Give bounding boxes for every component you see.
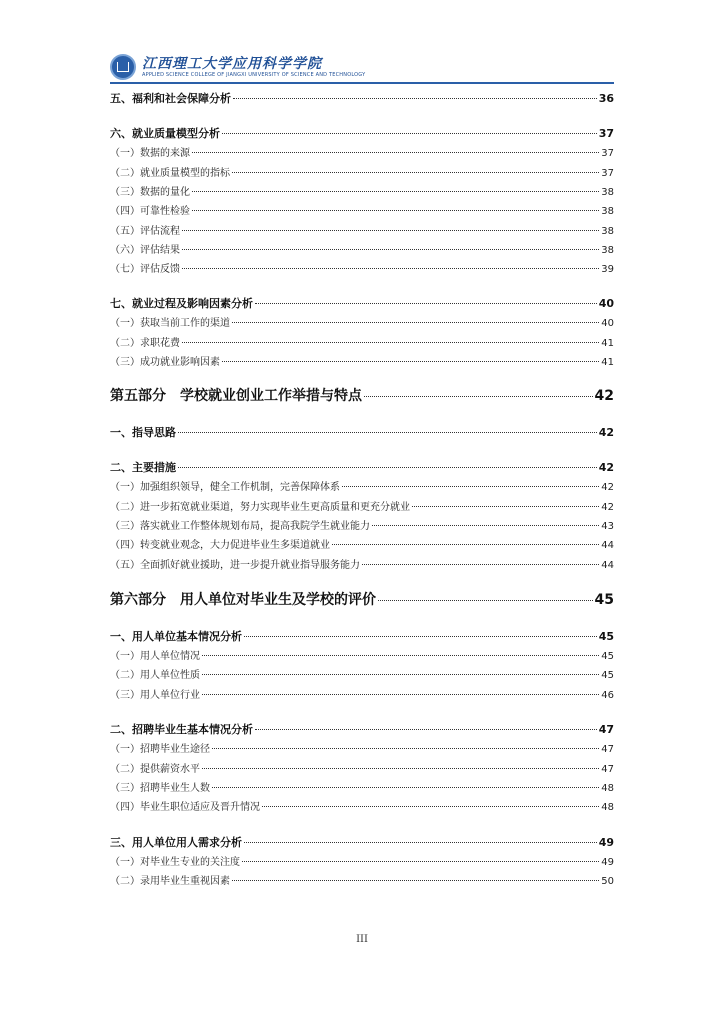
toc-entry[interactable] (110, 222, 614, 237)
dot-leader (233, 98, 597, 99)
dot-leader (192, 191, 599, 192)
toc-entry-title: 一、指导思路 (110, 426, 176, 439)
toc-entry[interactable] (110, 144, 614, 159)
toc-entry-page: 37 (598, 127, 614, 140)
toc-entry-title: （二）求职花费 (110, 338, 180, 349)
dot-leader (378, 600, 593, 601)
toc-entry-title: 五、福利和社会保障分析 (110, 92, 231, 105)
dot-leader (242, 861, 599, 862)
dot-leader (372, 525, 599, 526)
dot-leader (178, 467, 597, 468)
toc-entry[interactable] (110, 385, 614, 405)
toc-entry-title: （一）用人单位情况 (110, 651, 200, 662)
toc-entry-title: （一）招聘毕业生途径 (110, 744, 210, 755)
toc-entry[interactable] (110, 90, 614, 106)
toc-entry-title: （六）评估结果 (110, 245, 180, 256)
toc-entry-page: 36 (598, 92, 614, 105)
toc-entry-title: 七、就业过程及影响因素分析 (110, 297, 253, 310)
toc-entry[interactable] (110, 721, 614, 737)
toc-entry[interactable] (110, 647, 614, 662)
toc-entry-title: 第六部分 用人单位对毕业生及学校的评价 (110, 592, 376, 608)
toc-entry[interactable] (110, 798, 614, 813)
toc-entry-title: （三）用人单位行业 (110, 690, 200, 701)
dot-leader (182, 230, 599, 231)
dot-leader (332, 544, 599, 545)
dot-leader (232, 322, 599, 323)
toc-entry-title: （五）全面抓好就业援助，进一步提升就业指导服务能力 (110, 560, 360, 571)
toc-entry[interactable] (110, 478, 614, 493)
toc-entry-title: （二）就业质量模型的指标 (110, 168, 230, 179)
toc-entry[interactable] (110, 125, 614, 141)
dot-leader (192, 152, 599, 153)
toc-entry-page: 45 (598, 630, 614, 643)
toc-entry[interactable] (110, 183, 614, 198)
toc-entry-page: 50 (601, 876, 614, 887)
dot-leader (202, 674, 599, 675)
dot-leader (244, 636, 597, 637)
university-seal-icon (110, 54, 136, 80)
toc-entry[interactable] (110, 498, 614, 513)
toc-entry-page: 45 (594, 592, 614, 608)
toc-entry-page: 42 (598, 461, 614, 474)
toc-entry-page: 44 (601, 560, 614, 571)
dot-leader (212, 787, 599, 788)
toc-entry-page: 44 (601, 540, 614, 551)
dot-leader (182, 249, 599, 250)
dot-leader (412, 506, 599, 507)
dot-leader (178, 432, 597, 433)
toc-entry[interactable] (110, 164, 614, 179)
header-logo (110, 52, 365, 82)
toc-entry[interactable] (110, 536, 614, 551)
toc-entry-title: 二、主要措施 (110, 461, 176, 474)
toc-entry-page: 43 (601, 521, 614, 532)
dot-leader (362, 564, 599, 565)
toc-entry[interactable] (110, 241, 614, 256)
toc-entry-page: 46 (601, 690, 614, 701)
toc-entry-title: 三、用人单位用人需求分析 (110, 836, 242, 849)
toc-entry[interactable] (110, 295, 614, 311)
toc-entry-page: 42 (601, 502, 614, 513)
toc-entry-title: （二）提供薪资水平 (110, 764, 200, 775)
dot-leader (212, 748, 599, 749)
page-number: III (356, 934, 368, 945)
dot-leader (262, 806, 599, 807)
toc-entry-page: 41 (601, 357, 614, 368)
toc-entry-page: 42 (598, 426, 614, 439)
toc-entry-title: （二）录用毕业生重视因素 (110, 876, 230, 887)
toc-entry-page: 42 (601, 482, 614, 493)
toc-entry-title: 六、就业质量模型分析 (110, 127, 220, 140)
toc-entry[interactable] (110, 740, 614, 755)
toc-entry-title: （五）评估流程 (110, 226, 180, 237)
toc-entry[interactable] (110, 314, 614, 329)
dot-leader (232, 880, 599, 881)
toc-entry-page: 37 (601, 148, 614, 159)
header-rule (110, 82, 614, 84)
toc-entry[interactable] (110, 459, 614, 475)
toc-entry-title: （三）招聘毕业生人数 (110, 783, 210, 794)
dot-leader (342, 486, 599, 487)
dot-leader (255, 729, 597, 730)
toc-entry[interactable] (110, 853, 614, 868)
dot-leader (255, 303, 597, 304)
toc-entry[interactable] (110, 834, 614, 850)
toc-entry-title: （四）可靠性检验 (110, 206, 190, 217)
toc-entry[interactable] (110, 628, 614, 644)
toc-entry-page: 48 (601, 783, 614, 794)
toc-entry-page: 40 (598, 297, 614, 310)
toc-entry-title: （三）落实就业工作整体规划布局，提高我院学生就业能力 (110, 521, 370, 532)
dot-leader (232, 172, 599, 173)
toc-entry-title: （三）成功就业影响因素 (110, 357, 220, 368)
toc-entry-title: 一、用人单位基本情况分析 (110, 630, 242, 643)
toc-entry-page: 47 (598, 723, 614, 736)
toc-entry[interactable] (110, 334, 614, 349)
toc-entry-page: 40 (601, 318, 614, 329)
toc-entry[interactable] (110, 779, 614, 794)
toc-entry-page: 38 (601, 245, 614, 256)
toc-entry-page: 38 (601, 206, 614, 217)
dot-leader (222, 133, 597, 134)
toc-entry[interactable] (110, 202, 614, 217)
dot-leader (202, 768, 599, 769)
toc-entry[interactable] (110, 556, 614, 571)
toc-entry-page: 45 (601, 670, 614, 681)
toc-entry-page: 38 (601, 226, 614, 237)
toc-entry-title: （二）用人单位性质 (110, 670, 200, 681)
toc-entry-title: （四）转变就业观念，大力促进毕业生多渠道就业 (110, 540, 330, 551)
toc-entry-title: （一）获取当前工作的渠道 (110, 318, 230, 329)
toc-entry[interactable] (110, 686, 614, 701)
toc-entry-title: （二）进一步拓宽就业渠道，努力实现毕业生更高质量和更充分就业 (110, 502, 410, 513)
toc-entry-page: 48 (601, 802, 614, 813)
dot-leader (222, 361, 599, 362)
logo-chinese-name: 江西理工大学应用科学学院 (142, 55, 322, 72)
toc-entry[interactable] (110, 666, 614, 681)
toc-entry-page: 42 (594, 388, 614, 404)
toc-entry-page: 41 (601, 338, 614, 349)
toc-entry-title: （七）评估反馈 (110, 264, 180, 275)
toc-entry[interactable] (110, 760, 614, 775)
dot-leader (202, 694, 599, 695)
toc-entry-page: 49 (598, 836, 614, 849)
toc-entry-page: 38 (601, 187, 614, 198)
toc-entry-page: 37 (601, 168, 614, 179)
toc-entry-page: 49 (601, 857, 614, 868)
toc-entry-page: 47 (601, 744, 614, 755)
dot-leader (244, 842, 597, 843)
toc-entry[interactable] (110, 589, 614, 609)
toc-entry-title: （三）数据的量化 (110, 187, 190, 198)
toc-entry-title: （一）数据的来源 (110, 148, 190, 159)
toc-entry-title: 第五部分 学校就业创业工作举措与特点 (110, 388, 362, 404)
toc-entry-page: 47 (601, 764, 614, 775)
toc-entry[interactable] (110, 353, 614, 368)
toc-entry-title: （一）加强组织领导，健全工作机制，完善保障体系 (110, 482, 340, 493)
toc-entry-title: （一）对毕业生专业的关注度 (110, 857, 240, 868)
dot-leader (182, 268, 599, 269)
dot-leader (364, 396, 593, 397)
toc-entry-page: 39 (601, 264, 614, 275)
logo-english-name: APPLIED SCIENCE COLLEGE OF JIANGXI UNIVERSITY OF SCIENCE AND TECHNOLOGY (142, 71, 366, 78)
logo-text (142, 56, 365, 79)
dot-leader (182, 342, 599, 343)
toc-entry-page: 45 (601, 651, 614, 662)
toc-entry[interactable] (110, 424, 614, 440)
toc-entry[interactable] (110, 872, 614, 887)
dot-leader (202, 655, 599, 656)
toc-entry[interactable] (110, 517, 614, 532)
toc-entry-title: 二、招聘毕业生基本情况分析 (110, 723, 253, 736)
toc-entry[interactable] (110, 260, 614, 275)
dot-leader (192, 210, 599, 211)
toc-entry-title: （四）毕业生职位适应及晋升情况 (110, 802, 260, 813)
